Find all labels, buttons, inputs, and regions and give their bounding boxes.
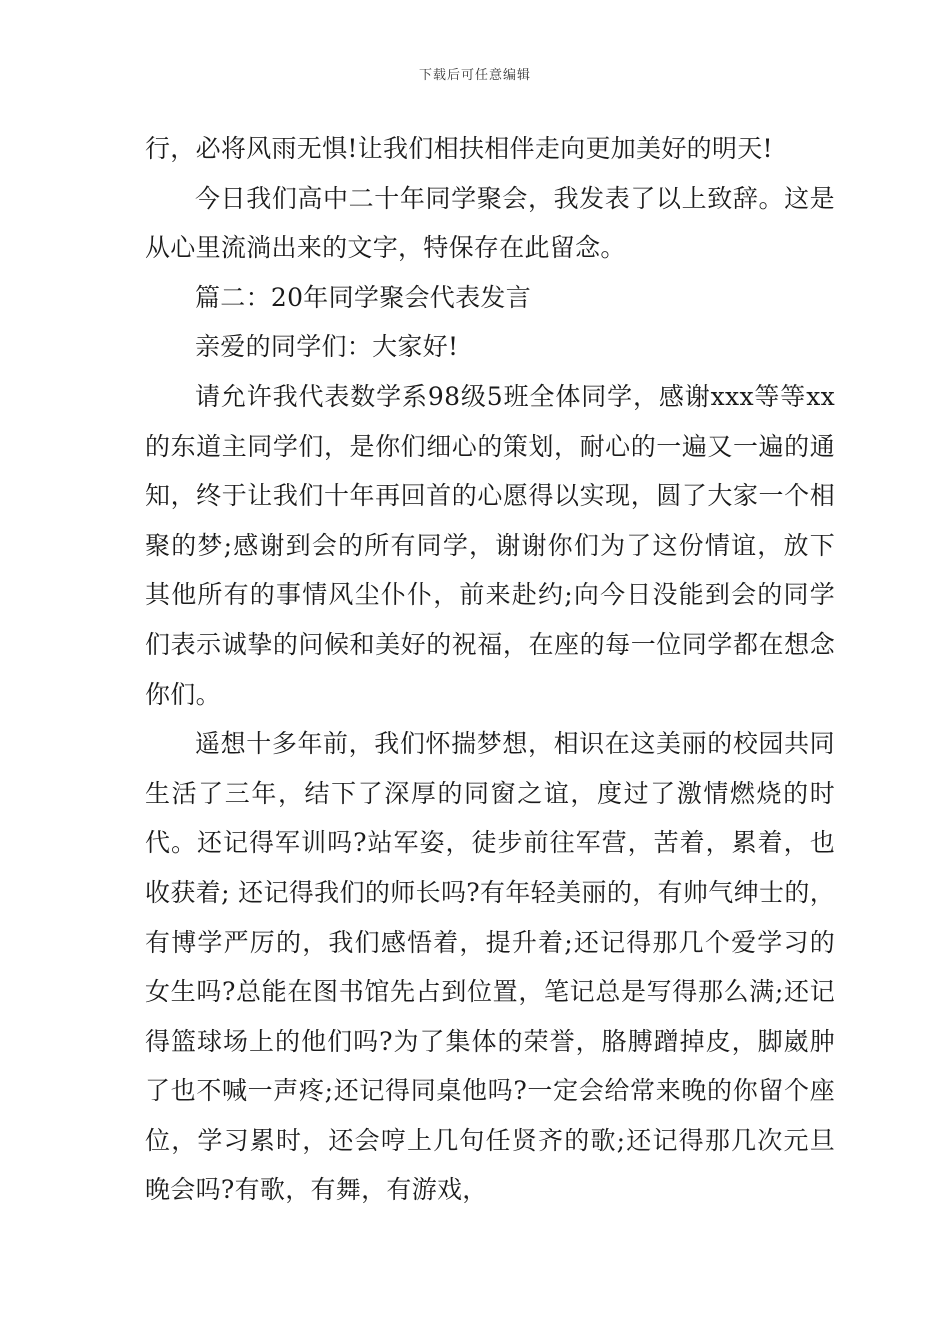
section-heading: 篇二：20年同学聚会代表发言 [195,282,532,312]
salutation: 亲爱的同学们：大家好! [195,332,459,362]
page-header: 下载后可任意编辑 [418,68,531,83]
paragraph-memories: 遥想十多年前，我们怀揣梦想，相识在这美丽的校园共同生活了三年，结下了深厚的同窗之谊，度过了激情燃烧的时代。还记得军训吗?站军姿，徒步前往军营，苦着，累着，也收获着; 还记得我们的师长吗?有年轻美丽的，有帅气绅士的，有博学严厉的，我们感悟着，提升着;还记得那几个爱学习的女生吗?总能在图书馆先占到位置，笔记总是写得那么满;还记得篮球场上的他们吗?为了集体的荣誉，胳膊蹭掉皮，脚崴肿了也不喊一声疼;还记得同桌他吗?一定会给常来晚的你留个座位，学习累时，还会哼上几句任贤齐的歌;还记得那几次元旦晚会吗?有歌，有舞，有游戏， [145,729,835,1205]
paragraph-1: 行，必将风雨无惧!让我们相扶相伴走向更加美好的明天! [145,134,773,163]
document-body [145,124,835,1215]
paragraph-2: 今日我们高中二十年同学聚会，我发表了以上致辞。这是从心里流淌出来的文字，特保存在此留念。 [145,183,835,263]
paragraph-thanks: 请允许我代表数学系98级5班全体同学，感谢xxx等等xx的东道主同学们，是你们细心的策划，耐心的一遍又一遍的通知，终于让我们十年再回首的心愿得以实现，圆了大家一个相聚的梦;感谢到会的所有同学，谢谢你们为了这份情谊，放下其他所有的事情风尘仆仆，前来赴约;向今日没能到会的同学们表示诚挚的问候和美好的祝福，在座的每一位同学都在想念你们。 [145,381,835,709]
